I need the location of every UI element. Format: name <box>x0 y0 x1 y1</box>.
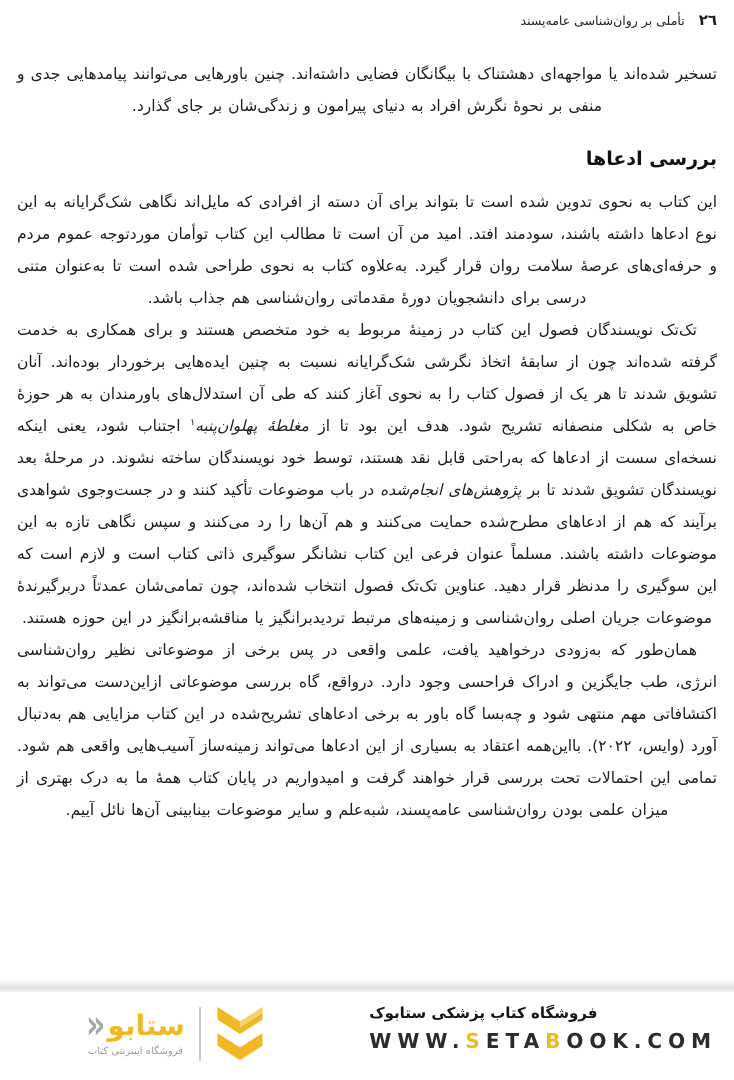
paragraph-run: همان‌طور که به‌زودی درخواهید یافت، علمی واقعی در پس برخی از موضوعاتی نظیر روان‌شناسی انرژی، طب جایگزین و ادراک فراحسی وجود دارد. درواقع، گاه بررسی موضوعاتی ازاین‌دست می‌تواند به اکتشافاتی مهم منتهی شود و چه‌بسا گاه باور به برخی ادعاهای تشریح‌شده در این کتاب مزایایی هم به‌دنبال آورد (وایس، ۲۰۲۲). بااین‌همه اعتقاد به بسیاری از این ادعاها می‌تواند زمینه‌ساز آسیب‌هایی واقعی هم شود. تمامی این احتمالات تحت بررسی قرار خواهند گرفت و امیدواریم در پایان کتاب همهٔ ما به درک بهتری از میزان علمی بودن روان‌شناسی عامه‌پسند، شبه‌علم و سایر موضوعات بینابینی آن‌ها نائل آییم. <box>17 641 717 819</box>
paragraph-run: تسخیر شده‌اند یا مواجهه‌ای دهشتناک با بیگانگان فضایی داشته‌اند. چنین باورهایی می‌توانند پیامدهایی جدی و منفی بر نحوهٔ نگرش افراد به دنیای پیرامون و زندگی‌شان بر جای گذارد. <box>17 65 717 115</box>
logo-chevron-mark-icon: « <box>86 1001 106 1049</box>
paragraph <box>17 58 717 122</box>
paragraph-run-italic: پژوهش‌های انجام‌شده <box>380 481 522 499</box>
store-url-segment: B <box>545 1029 567 1053</box>
paragraph-run: در باب موضوعات تأکید کنند و در جست‌وجوی شواهدی برآیند که هم از ادعاهای مطرح‌شده حمایت می‌کنند و هم آن‌ها را رد می‌کنند و سپس نگاهی تازه به این موضوعات داشته باشند. مسلماً عنوان فرعی این کتاب نشانگر سوگیری ذاتی کتاب است و لازم است که این سوگیری را مدنظر قرار دهید. عناوین تک‌تک فصول انتخاب شده‌اند، چون تمامی‌شان عمدتاً دربرگیرندهٔ موضوعات جریان اصلی روان‌شناسی و زمینه‌های مرتبط تردیدبرانگیز یا مناقشه‌برانگیز در این حوزه هستند. <box>17 481 717 627</box>
setabook-emblem-icon <box>213 1002 267 1066</box>
store-url-link[interactable] <box>369 1029 717 1053</box>
page-body <box>17 58 717 826</box>
paragraph-run: اجتناب شود، یعنی اینکه نسخه‌ای سست از ادعاها که به‌راحتی قابل نقد هستند، توسط خود نویسندگان ساخته نشوند. در مرحلهٔ بعد نویسندگان تشویق شدند تا بر <box>17 417 718 499</box>
logo-wordmark-text: ستابو <box>107 1009 185 1042</box>
logo-wordmark-block <box>86 1001 185 1057</box>
paragraph <box>17 186 717 314</box>
footnote-marker: ۱ <box>190 416 196 428</box>
store-info <box>369 1004 717 1053</box>
store-url-segment: WWW. <box>369 1029 466 1053</box>
store-url-segment: S <box>465 1029 486 1053</box>
page-footer <box>0 992 734 1080</box>
footer-top-shadow <box>0 978 734 992</box>
store-url-segment: OOK.COM <box>566 1029 717 1053</box>
paragraph-run: تک‌تک نویسندگان فصول این کتاب در زمینهٔ مربوط به خود متخصص هستند و برای همکاری به خدمت گرفته شده‌اند چون از سابقهٔ اتخاذ نگرشی شک‌گرایانه نسبت به چنین ایده‌هایی برخوردار بوده‌اند. آنان تشویق شدند تا هر یک از فصول کتاب را به نحوی آغاز کنند که طی آن استدلال‌های باورمندان به هر حوزهٔ خاص به شکلی منصفانه تشریح شود. هدف این بود تا از <box>17 321 717 435</box>
running-header <box>17 11 717 29</box>
paragraph <box>17 314 717 634</box>
running-title: تأملی بر روان‌شناسی عامه‌پسند <box>520 13 685 28</box>
page-number: ٢٦ <box>698 11 717 29</box>
section-heading: بررسی ادعاها <box>585 148 717 170</box>
store-url-segment: ETA <box>485 1029 546 1053</box>
paragraph-run-italic: مغلطهٔ پهلوان‌پنبه <box>195 417 309 435</box>
store-name: فروشگاه کتاب پزشکی ستابوک <box>369 1004 598 1022</box>
logo-divider <box>199 1007 201 1061</box>
logo-tagline: فروشگاه اینترنتی کتاب <box>87 1046 184 1057</box>
logo-wordmark <box>86 1001 185 1049</box>
paragraph <box>17 634 717 826</box>
paragraph-run: این کتاب به نحوی تدوین شده است تا بتواند برای آن دسته از افرادی که مایل‌اند نگاهی شک‌گرایانه به این نوع ادعاها داشته باشند، سودمند افتد. امید من آن است تا مطالب این کتاب توأمان موردتوجه عموم مردم و حرفه‌ای‌های عرصهٔ سلامت روان قرار گیرد. به‌علاوه کتاب به نحوی طراحی شده است تا به‌عنوان متنی درسی برای دانشجویان دورهٔ مقدماتی روان‌شناسی هم جذاب باشد. <box>17 193 717 307</box>
setabook-logo[interactable] <box>86 1002 267 1066</box>
